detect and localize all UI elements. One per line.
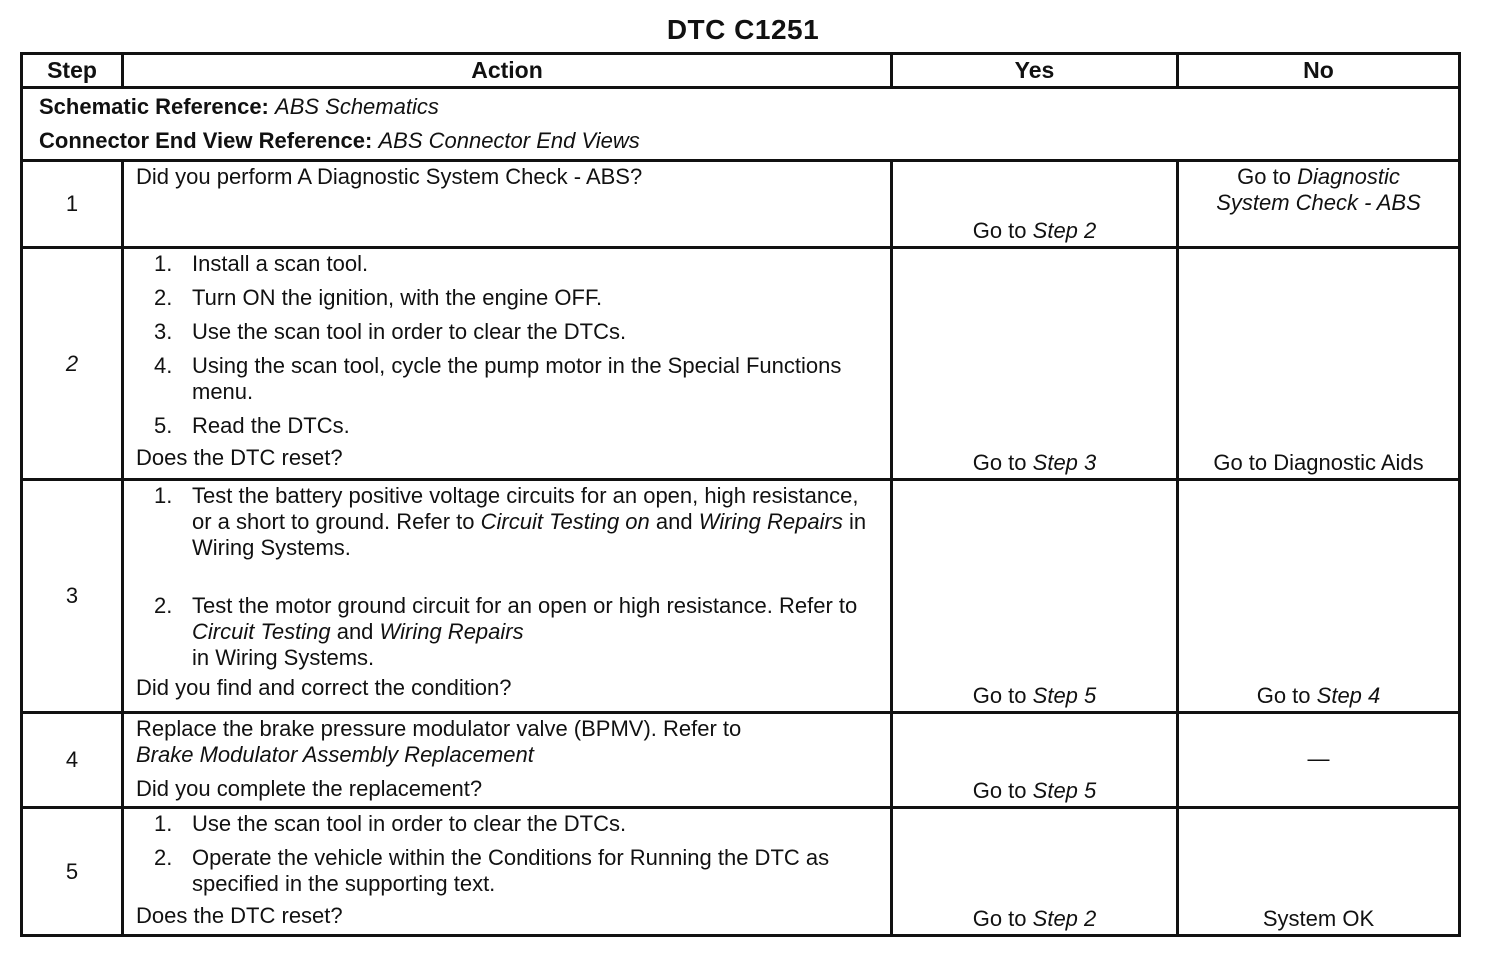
- action-question: Does the DTC reset?: [136, 445, 343, 470]
- no-cell: [1178, 161, 1460, 248]
- yes-step-link[interactable]: Step 5: [1032, 683, 1097, 708]
- no-cell: [1178, 248, 1460, 480]
- action-cell: [123, 161, 892, 248]
- list-item: 4. Using the scan tool, cycle the pump motor in the Special Functions menu.: [154, 353, 842, 404]
- step-number: 3: [22, 480, 123, 713]
- list-item: 2. Turn ON the ignition, with the engine OFF.: [154, 285, 603, 310]
- connector-reference-label: Connector End View Reference:: [39, 128, 373, 153]
- step-number: 4: [22, 713, 123, 808]
- diagnostic-table: [20, 52, 1461, 937]
- list-item: 1. Use the scan tool in order to clear the DTCs.: [154, 811, 627, 836]
- yes-cell: [892, 480, 1178, 713]
- yes-cell: [892, 248, 1178, 480]
- no-cell: [1178, 808, 1460, 936]
- yes-prefix: Go to: [972, 778, 1027, 803]
- schematic-reference-link[interactable]: ABS Schematics: [275, 94, 439, 119]
- list-item: 2. Test the motor ground circuit for an open or high resistance. Refer to Circuit Testing and Wiring Repairs in Wiring Systems.: [154, 593, 858, 670]
- no-diagnostic-link-part1[interactable]: Diagnostic: [1297, 164, 1400, 189]
- yes-prefix: Go to: [972, 450, 1027, 475]
- yes-step-link[interactable]: Step 2: [1032, 218, 1097, 243]
- page-title: DTC C1251: [666, 14, 820, 45]
- table-row-step-2: [22, 248, 1460, 480]
- action-cell: [123, 248, 892, 480]
- table-row-step-1: [22, 161, 1460, 248]
- references-row: [22, 88, 1460, 161]
- action-steps-list: [136, 811, 882, 897]
- step-number: 1: [22, 161, 123, 248]
- no-diagnostic-aids-link[interactable]: Go to Diagnostic Aids: [1213, 450, 1424, 475]
- step-number: 5: [22, 808, 123, 936]
- list-item: 2. Operate the vehicle within the Conditions for Running the DTC as specified in the supporting text.: [154, 845, 830, 896]
- yes-step-link[interactable]: Step 2: [1032, 906, 1097, 931]
- header-action: Action: [123, 54, 892, 88]
- action-steps-list: [136, 251, 882, 439]
- yes-cell: [892, 713, 1178, 808]
- yes-prefix: Go to: [972, 218, 1027, 243]
- action-cell: [123, 808, 892, 936]
- no-diagnostic-link-part2[interactable]: System Check - ABS: [1216, 190, 1421, 215]
- no-cell: [1178, 480, 1460, 713]
- action-question: Does the DTC reset?: [136, 903, 343, 928]
- list-item: 1. Install a scan tool.: [154, 251, 369, 276]
- schematic-reference: [39, 91, 1458, 125]
- action-cell: [123, 480, 892, 713]
- action-text: Did you perform A Diagnostic System Check - ABS?: [136, 164, 643, 189]
- references-cell: [22, 88, 1460, 161]
- no-cell: [1178, 713, 1460, 808]
- header-yes: Yes: [892, 54, 1178, 88]
- no-dash: —: [1307, 746, 1330, 771]
- table-header-row: [22, 54, 1460, 88]
- action-question: Did you find and correct the condition?: [136, 675, 512, 700]
- header-step: Step: [22, 54, 123, 88]
- list-item: 3. Use the scan tool in order to clear the DTCs.: [154, 319, 627, 344]
- step-number: 2: [22, 248, 123, 480]
- yes-prefix: Go to: [972, 906, 1027, 931]
- no-prefix: Go to: [1256, 683, 1311, 708]
- action-steps-list: [136, 483, 882, 671]
- yes-step-link[interactable]: Step 5: [1032, 778, 1097, 803]
- header-no: No: [1178, 54, 1460, 88]
- list-item: 1. Test the battery positive voltage circuits for an open, high resistance, or a short to ground. Refer to Circuit Testing on and Wiring Repairs in Wiring Systems.: [154, 483, 867, 560]
- action-text: Replace the brake pressure modulator valve (BPMV). Refer to: [136, 716, 742, 741]
- no-step-link[interactable]: Step 4: [1316, 683, 1381, 708]
- no-prefix: Go to: [1237, 164, 1291, 189]
- yes-step-link[interactable]: Step 3: [1032, 450, 1097, 475]
- action-cell: [123, 713, 892, 808]
- table-row-step-4: [22, 713, 1460, 808]
- no-system-ok: System OK: [1262, 906, 1375, 931]
- yes-cell: [892, 161, 1178, 248]
- action-reference-link[interactable]: Brake Modulator Assembly Replacement: [136, 742, 534, 767]
- yes-prefix: Go to: [972, 683, 1027, 708]
- table-row-step-3: [22, 480, 1460, 713]
- table-row-step-5: [22, 808, 1460, 936]
- connector-reference: [39, 125, 1458, 159]
- schematic-reference-label: Schematic Reference:: [39, 94, 269, 119]
- yes-cell: [892, 808, 1178, 936]
- list-item: 5. Read the DTCs.: [154, 413, 350, 438]
- connector-reference-link[interactable]: ABS Connector End Views: [378, 128, 640, 153]
- action-question: Did you complete the replacement?: [136, 776, 483, 801]
